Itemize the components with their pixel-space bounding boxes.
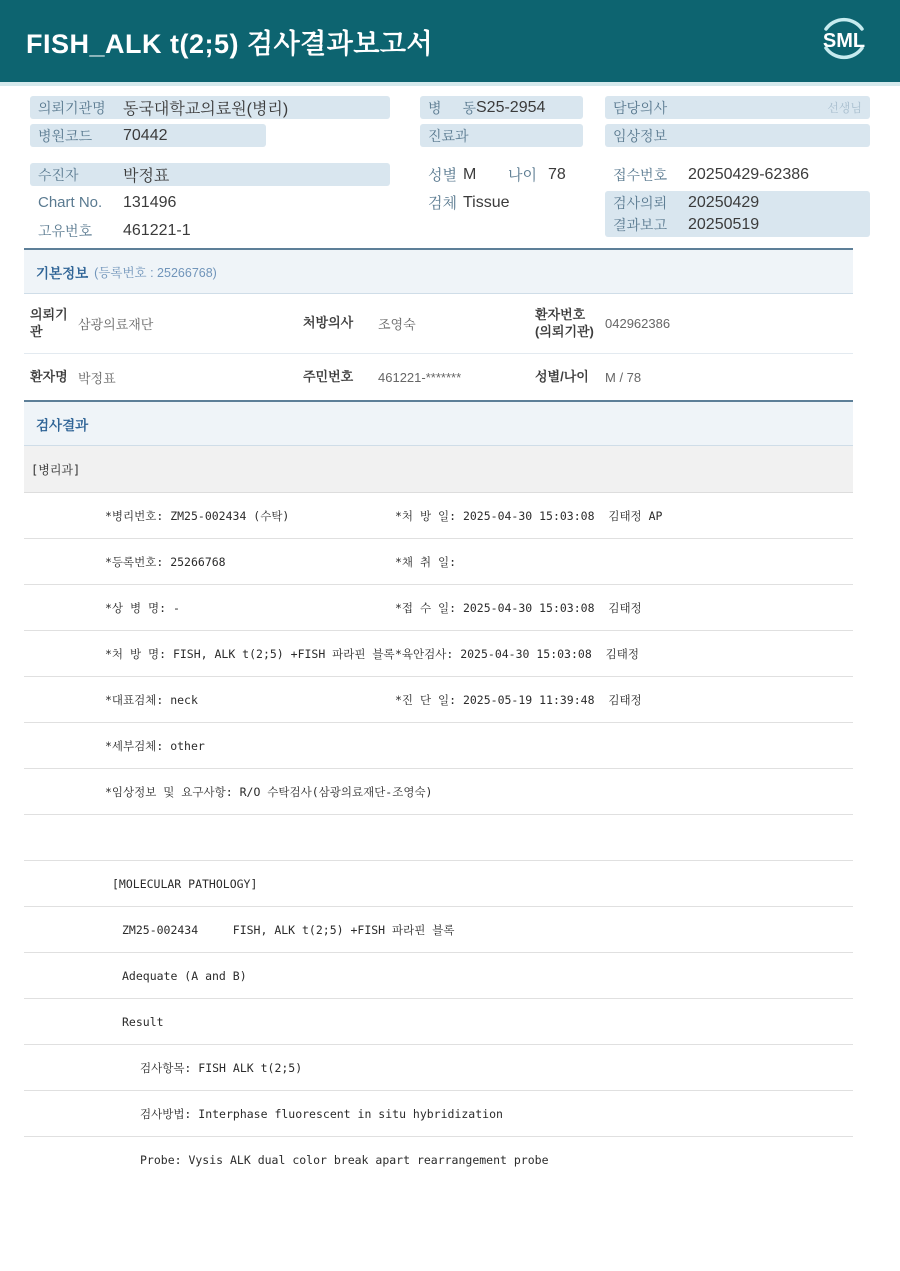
result-left: *등록번호: 25266768 [105, 554, 226, 569]
field-label: 검체 [428, 195, 457, 212]
result-row [24, 1045, 853, 1091]
result-row [24, 631, 853, 677]
cell-label: 주민번호 [303, 368, 354, 384]
field-department [420, 124, 583, 147]
result-row [24, 907, 853, 953]
field-dates-block [605, 191, 870, 237]
basic-info-panel [24, 248, 853, 400]
svg-text:SML: SML [822, 29, 866, 52]
result-left: Adequate (A and B) [122, 968, 247, 983]
result-row [24, 585, 853, 631]
result-left: *상 병 명: - [105, 600, 180, 615]
cell-label: 환자명 [30, 368, 68, 384]
field-label: 결과보고 [613, 217, 668, 233]
result-left: ZM25-002434 FISH, ALK t(2;5) +FISH 파라핀 블록 [122, 922, 455, 937]
result-left: *대표검체: neck [105, 692, 198, 707]
results-header [24, 402, 853, 446]
field-label: 접수번호 [613, 166, 668, 183]
field-label: 나이 [508, 167, 537, 184]
result-row [24, 1137, 853, 1183]
result-row [24, 769, 853, 815]
department-band [24, 446, 853, 493]
cell-value: M / 78 [605, 369, 642, 385]
field-label: 병 동 [428, 99, 476, 116]
cell-value: 삼광의료재단 [78, 317, 154, 332]
table-row [24, 354, 853, 400]
result-right: *진 단 일: 2025-05-19 11:39:48 김태정 [395, 692, 642, 707]
result-left: *병리번호: ZM25-002434 (수탁) [105, 508, 290, 523]
field-value: 78 [548, 165, 566, 183]
field-chart-no [30, 191, 390, 214]
result-row [24, 677, 853, 723]
result-left: *임상정보 및 요구사항: R/O 수탁검사(삼광의료재단-조영숙) [105, 784, 433, 799]
result-right: *육안검사: 2025-04-30 15:03:08 김태정 [395, 646, 639, 661]
field-value: S25-2954 [476, 98, 546, 116]
doctor-placeholder: 선생님 [827, 101, 862, 115]
field-unique-no [30, 219, 390, 242]
field-sex-age [420, 163, 583, 186]
patient-info-col2 [420, 96, 583, 219]
result-right: *접 수 일: 2025-04-30 15:03:08 김태정 [395, 600, 642, 615]
field-ward [420, 96, 583, 119]
field-label: 진료과 [428, 127, 469, 144]
patient-info-strip [0, 86, 900, 248]
field-value: 20250429 [688, 194, 760, 211]
field-doctor [605, 96, 870, 119]
field-value: 동국대학교의료원(병리) [123, 101, 289, 118]
panel-title: 검사결과 [36, 417, 89, 433]
field-clinical-info [605, 124, 870, 147]
result-row [24, 861, 853, 907]
field-report-date [605, 214, 870, 236]
field-requesting-org [30, 96, 390, 119]
cell-value: 461221-******* [378, 369, 462, 385]
field-value: 20250519 [688, 216, 760, 233]
field-value: 20250429-62386 [688, 165, 810, 183]
result-left: 검사방법: Interphase fluorescent in situ hybridization [140, 1106, 503, 1121]
field-value: Tissue [463, 193, 510, 211]
result-row [24, 1091, 853, 1137]
field-label: 담당의사 [613, 99, 668, 116]
field-request-date [605, 192, 870, 214]
result-row [24, 493, 853, 539]
result-row [24, 539, 853, 585]
result-row-empty [24, 815, 853, 861]
result-section-title: [MOLECULAR PATHOLOGY] [112, 876, 258, 891]
results-panel [24, 400, 853, 1183]
cell-label: 처방의사 [303, 315, 354, 331]
field-receipt-no [605, 163, 870, 186]
patient-info-col1 [30, 96, 390, 247]
field-value: 461221-1 [123, 221, 191, 239]
result-row [24, 723, 853, 769]
result-left: *처 방 명: FISH, ALK t(2;5) +FISH 파라핀 블록 [105, 646, 395, 661]
field-label: 검사의뢰 [613, 195, 668, 211]
page-title: FISH_ALK t(2;5) 검사결과보고서 [26, 28, 434, 59]
field-label: 병원코드 [38, 127, 93, 144]
field-specimen [420, 191, 583, 214]
cell-value: 042962386 [605, 316, 671, 331]
field-value: M [463, 165, 477, 183]
field-value: 박정표 [123, 168, 170, 185]
field-examinee [30, 163, 390, 186]
sml-logo [814, 9, 874, 74]
sml-logo-icon [814, 9, 874, 69]
registration-number: (등록번호 : 25266768) [94, 265, 217, 280]
result-left: Result [122, 1014, 164, 1029]
result-right: *채 취 일: [395, 554, 457, 569]
field-label: Chart No. [38, 194, 103, 211]
result-left: *세부검체: other [105, 738, 205, 753]
field-value: 131496 [123, 193, 177, 211]
cell-value: 조영숙 [378, 317, 416, 332]
cell-label: 성별/나이 [535, 368, 589, 384]
cell-label: 환자번호 (의뢰기관) [535, 307, 594, 339]
basic-info-header [24, 250, 853, 294]
report-header [0, 0, 900, 86]
field-value: 70442 [123, 126, 168, 144]
cell-label: 의뢰기관 [30, 307, 68, 339]
result-row [24, 953, 853, 999]
result-row [24, 999, 853, 1045]
field-hospital-code [30, 124, 266, 147]
field-label: 임상정보 [613, 127, 668, 144]
result-left: Probe: Vysis ALK dual color break apart rearrangement probe [140, 1153, 549, 1167]
field-label: 성별 [428, 167, 457, 184]
cell-value: 박정표 [78, 370, 116, 386]
field-label: 고유번호 [38, 222, 93, 239]
panel-title: 기본정보 [36, 265, 89, 281]
result-right: *처 방 일: 2025-04-30 15:03:08 김태정 AP [395, 508, 663, 523]
result-left: 검사항목: FISH ALK t(2;5) [140, 1060, 303, 1075]
field-label: 의뢰기관명 [38, 99, 106, 116]
patient-info-col3 [605, 96, 870, 237]
field-label: 수진자 [38, 166, 79, 183]
table-row [24, 294, 853, 354]
department-label: [병리과] [31, 462, 81, 477]
